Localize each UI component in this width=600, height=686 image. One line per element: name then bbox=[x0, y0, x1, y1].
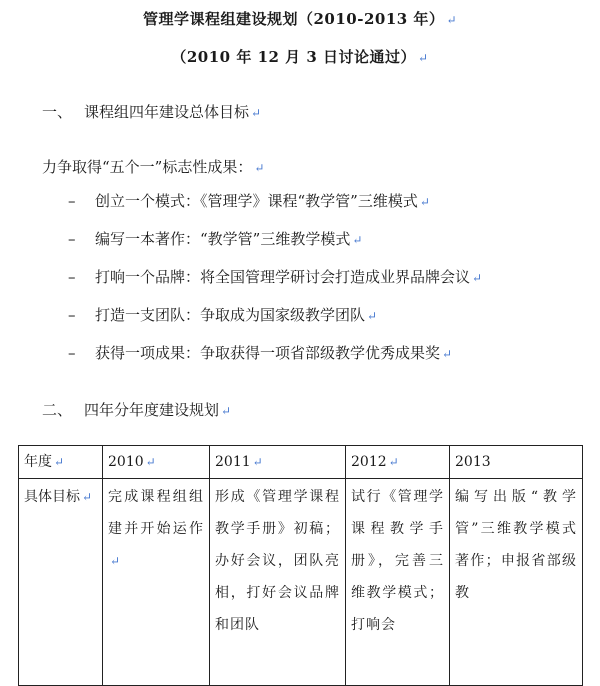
table-row-label: 具体目标 ↵ bbox=[19, 479, 103, 686]
cell-mark-icon: ↵ bbox=[252, 455, 263, 469]
paragraph-mark-icon: ↵ bbox=[442, 347, 453, 361]
list-item bbox=[68, 229, 588, 267]
paragraph-mark-icon: ↵ bbox=[367, 309, 378, 323]
list-item-text: 打响一个品牌：将全国管理学研讨会打造成业界品牌会议 bbox=[95, 268, 471, 286]
paragraph-mark-icon: ↵ bbox=[418, 51, 429, 65]
list-item bbox=[68, 343, 588, 381]
list-item bbox=[68, 305, 588, 343]
cell-mark-icon: ↵ bbox=[145, 455, 156, 469]
section-heading-1 bbox=[42, 101, 261, 122]
table-cell: 形成《管理学课程教学手册》初稿；办好会议，团队亮相，打好会议品牌和团队 bbox=[210, 479, 346, 686]
table-header-cell: 2012 ↵ bbox=[346, 446, 450, 479]
cell-mark-icon: ↵ bbox=[388, 455, 399, 469]
section-number: 二、 bbox=[42, 401, 73, 419]
document-title bbox=[0, 8, 600, 29]
list-item-text: 编写一本著作：“教学管”三维教学模式 bbox=[95, 230, 351, 248]
paragraph-mark-icon: ↵ bbox=[419, 195, 430, 209]
list-item bbox=[68, 267, 588, 305]
dash-bullet-icon: – bbox=[68, 192, 76, 210]
table-header-row bbox=[19, 446, 583, 479]
table-cell: 完成课程组组建并开始运作↵ bbox=[103, 479, 210, 686]
list-item bbox=[68, 191, 588, 229]
annual-plan-table bbox=[18, 445, 583, 686]
goal-list bbox=[68, 191, 588, 381]
paragraph-mark-icon: ↵ bbox=[254, 161, 265, 175]
section-heading-text: 四年分年度建设规划 bbox=[84, 401, 220, 419]
cell-mark-icon: ↵ bbox=[82, 490, 93, 504]
table-header-cell: 2013 bbox=[450, 446, 583, 479]
table-header-cell: 2011 ↵ bbox=[210, 446, 346, 479]
document-subtitle bbox=[0, 46, 600, 67]
list-item-text: 创立一个模式：《管理学》课程“教学管”三维模式 bbox=[95, 192, 418, 210]
intro-text: 力争取得“五个一”标志性成果： bbox=[42, 158, 253, 176]
document-title-text: 管理学课程组建设规划（2010-2013 年） bbox=[142, 10, 445, 28]
table-cell: 编写出版“教学管”三维教学模式著作；申报省部级教 bbox=[450, 479, 583, 686]
dash-bullet-icon: – bbox=[68, 268, 76, 286]
paragraph-mark-icon: ↵ bbox=[446, 13, 457, 27]
section-number: 一、 bbox=[42, 103, 73, 121]
cell-mark-icon: ↵ bbox=[54, 455, 65, 469]
table-row bbox=[19, 479, 583, 686]
table-header-cell: 年度 ↵ bbox=[19, 446, 103, 479]
paragraph-mark-icon: ↵ bbox=[221, 404, 232, 418]
dash-bullet-icon: – bbox=[68, 230, 76, 248]
dash-bullet-icon: – bbox=[68, 306, 76, 324]
section-heading-2 bbox=[42, 399, 231, 420]
paragraph-mark-icon: ↵ bbox=[472, 271, 483, 285]
dash-bullet-icon: – bbox=[68, 344, 76, 362]
section-heading-text: 课程组四年建设总体目标 bbox=[84, 103, 250, 121]
list-item-text: 打造一支团队：争取成为国家级教学团队 bbox=[95, 306, 366, 324]
list-item-text: 获得一项成果：争取获得一项省部级教学优秀成果奖 bbox=[95, 344, 441, 362]
paragraph-mark-icon: ↵ bbox=[352, 233, 363, 247]
table-header-cell: 2010 ↵ bbox=[103, 446, 210, 479]
table-cell: 试行《管理学课程教学手册》，完善三维教学模式；打响会 bbox=[346, 479, 450, 686]
paragraph-mark-icon: ↵ bbox=[251, 106, 262, 120]
document-subtitle-text: （2010 年 12 月 3 日讨论通过） bbox=[171, 48, 417, 66]
cell-mark-icon: ↵ bbox=[110, 554, 122, 568]
intro-paragraph bbox=[42, 156, 264, 177]
